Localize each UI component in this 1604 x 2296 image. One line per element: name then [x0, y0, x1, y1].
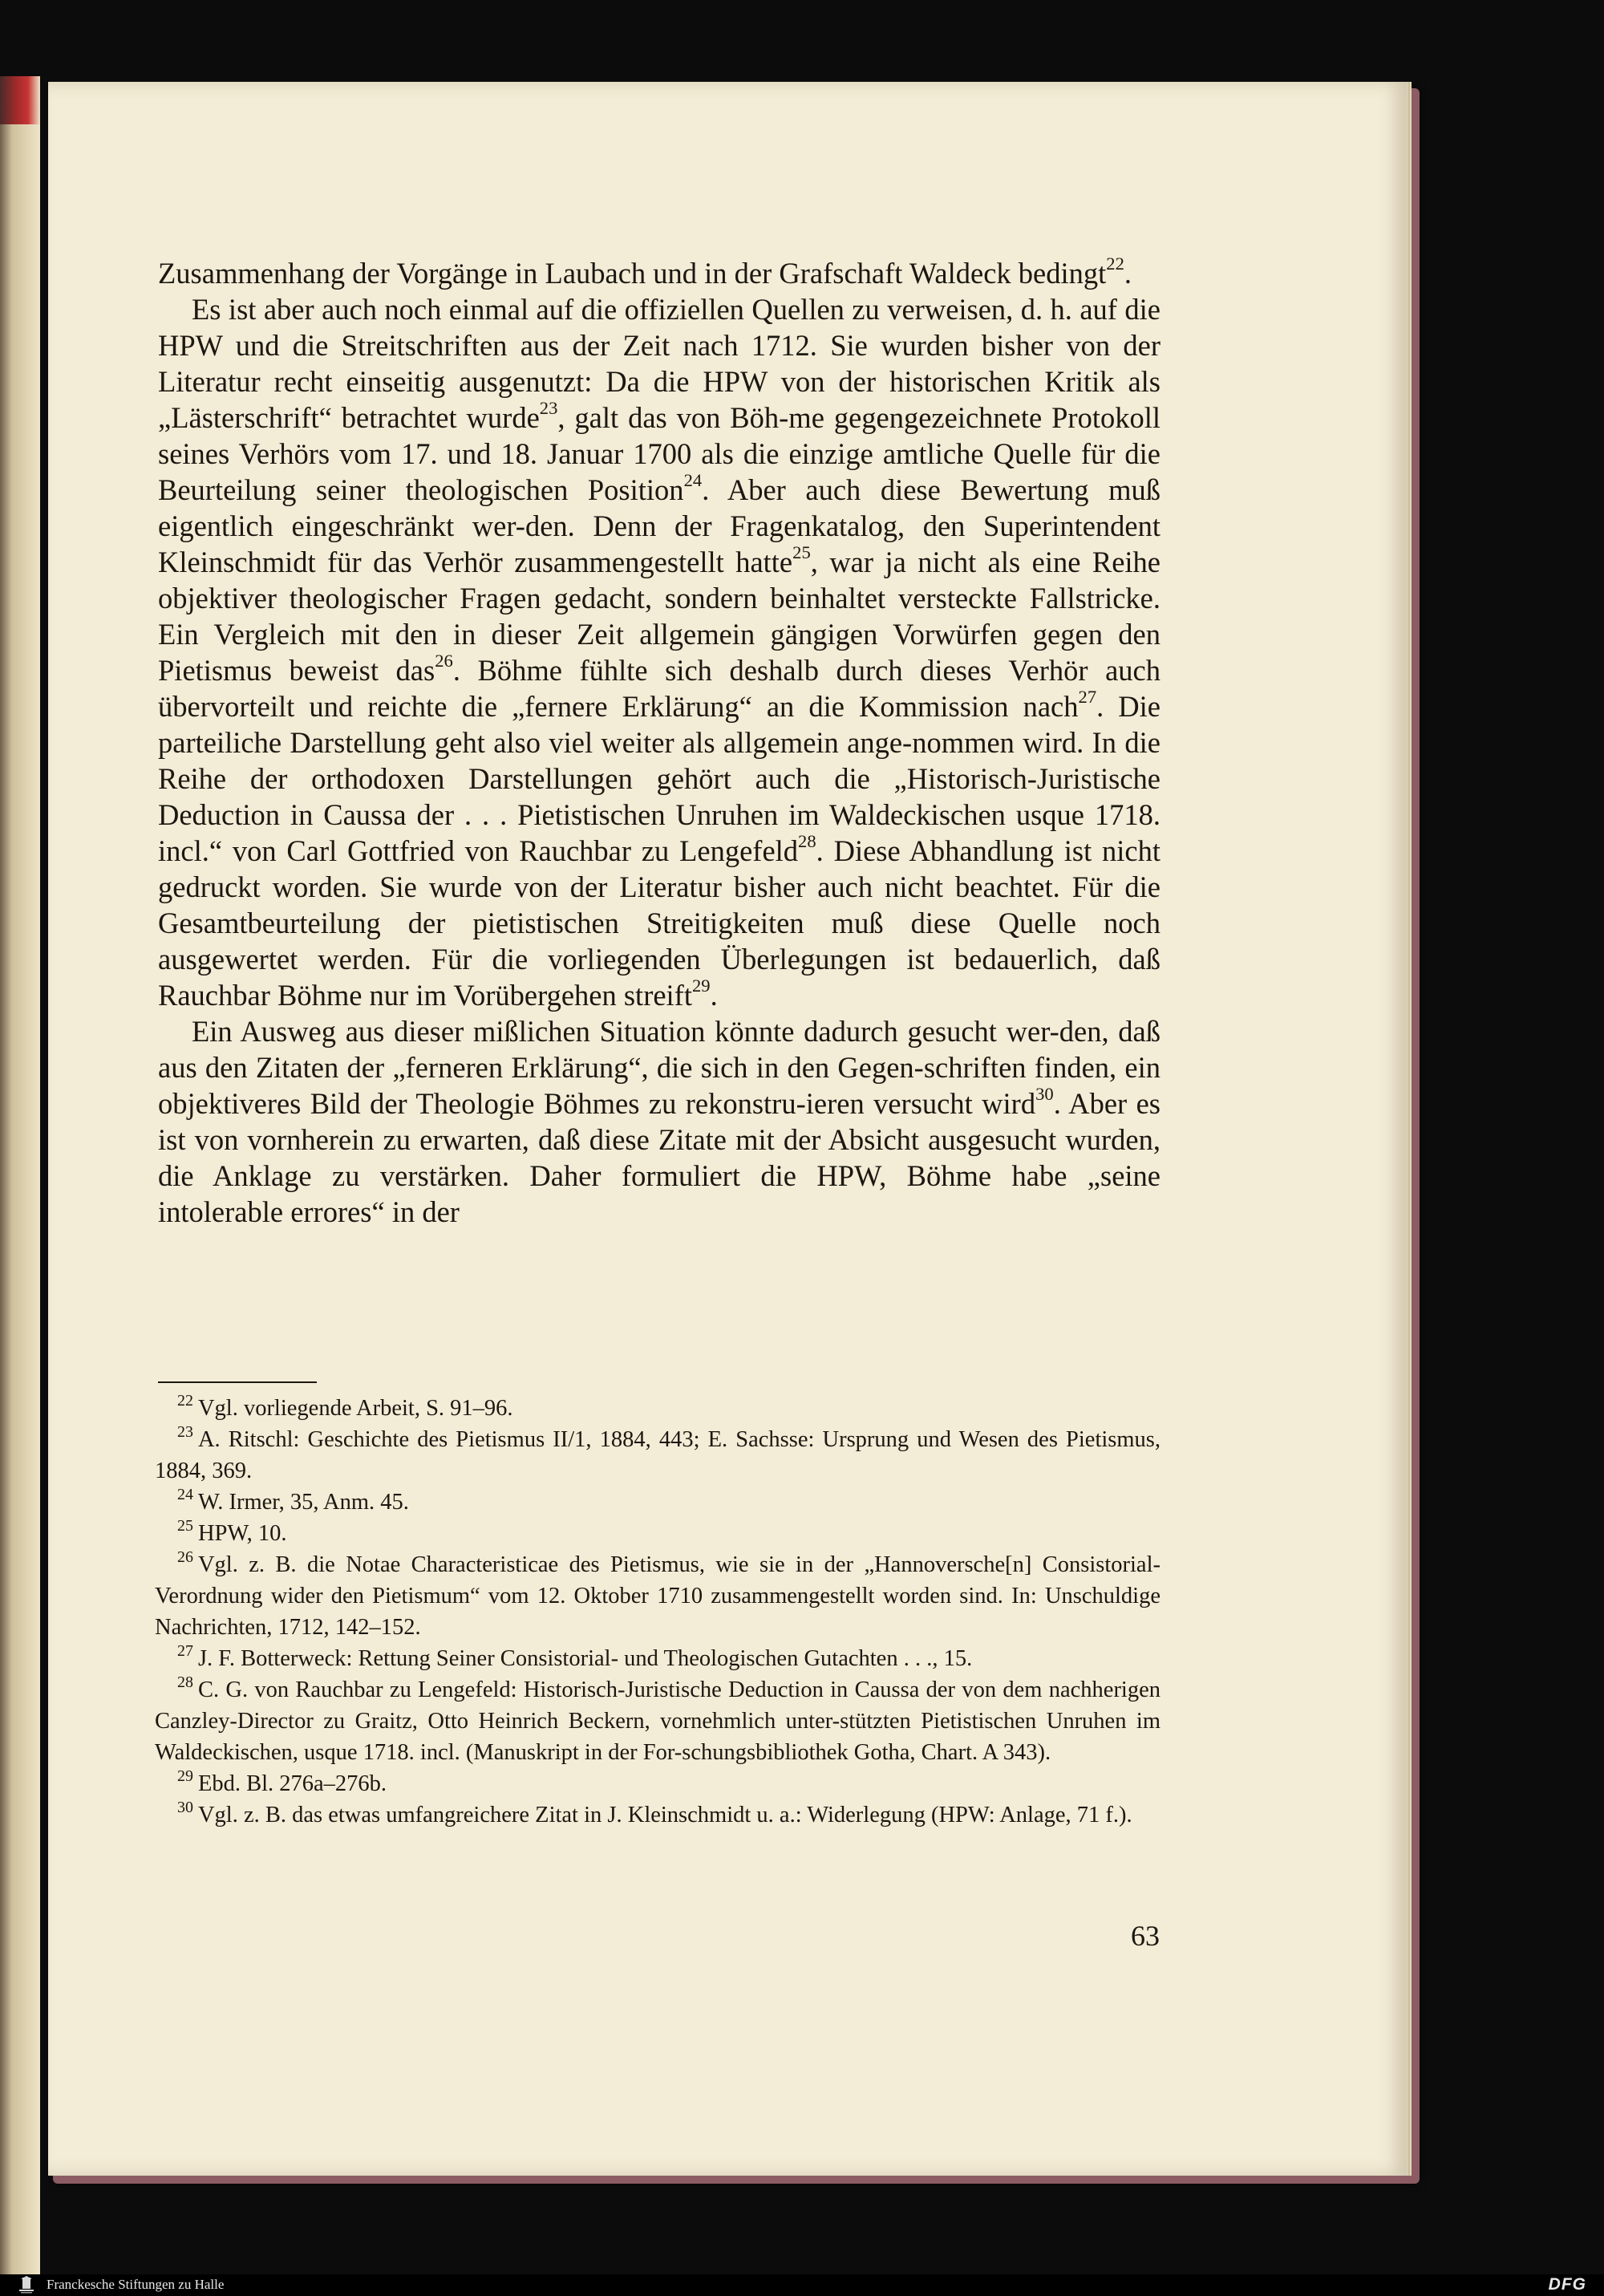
- footnote: [155, 1674, 1160, 1768]
- footnote: [155, 1768, 1160, 1799]
- footnote: [155, 1487, 1160, 1518]
- footnote-number: 24: [177, 1486, 193, 1504]
- footnote: [155, 1424, 1160, 1487]
- footnote-text: W. Irmer, 35, Anm. 45.: [197, 1490, 409, 1515]
- footnote-number: 23: [177, 1423, 193, 1442]
- footnote-number: 22: [177, 1392, 193, 1410]
- footnote-text: HPW, 10.: [197, 1521, 287, 1546]
- footnote-text: J. F. Botterweck: Rettung Seiner Consistorial- und Theologischen Gutachten . . ., 15.: [197, 1646, 973, 1671]
- page-number: 63: [1131, 1920, 1160, 1952]
- footnote-number: 25: [177, 1517, 193, 1535]
- footnote: [155, 1799, 1160, 1831]
- dfg-logo: DFG: [1548, 2275, 1586, 2294]
- footnote: [155, 1518, 1160, 1549]
- footnote-number: 26: [177, 1548, 193, 1567]
- footnote: [155, 1549, 1160, 1643]
- previous-page-edge: [0, 76, 40, 2274]
- footnote-text: Ebd. Bl. 276a–276b.: [197, 1771, 387, 1796]
- body-paragraph: Zusammenhang der Vorgänge in Laubach und in der Grafschaft Waldeck bedingt$^{22}$.: [158, 254, 1132, 290]
- footnote-text: Vgl. vorliegende Arbeit, S. 91–96.: [197, 1396, 513, 1421]
- viewer-footer-bar: [0, 2274, 1604, 2296]
- footnote-number: 30: [177, 1799, 193, 1817]
- footnote-number: 28: [177, 1673, 193, 1692]
- footnote-number: 29: [177, 1767, 193, 1786]
- franckesche-stiftungen-logo-icon: [16, 2276, 37, 2295]
- footnote: [155, 1393, 1160, 1424]
- footnote-text: A. Ritschl: Geschichte des Pietismus II/1, 1884, 443; E. Sachsse: Ursprung und Wesen des Pietismus, 1884, 369.: [155, 1427, 1160, 1483]
- body-paragraph: Ein Ausweg aus dieser mißlichen Situation könnte dadurch gesucht wer-den, daß aus den Zitaten der „ferneren Erklärung“, die sich in den Gegen-schriften finden, ein objektiveres Bild der Theologie Böhmes zu rekonstru-ieren versucht wird$^{30}$. Aber es ist von vornherein zu erwarten, daß diese Zitate mit der Absicht ausgesucht wurden, die Anklage zu verstärken. Daher formuliert die HPW, Böhme habe „seine intolerable errores“ in der: [158, 1015, 1160, 1228]
- footnotes: [155, 1393, 1160, 1831]
- footer-institution: Franckesche Stiftungen zu Halle: [47, 2277, 225, 2292]
- body-text: [158, 255, 1160, 1230]
- footnote-text: Vgl. z. B. die Notae Characteristicae des Pietismus, wie sie in der „Hannoversche[n] Consistorial-Verordnung wider den Pietismum“ vom 12. Oktober 1710 zusammengestellt worden sind. In: Unschuldige Nachrichten, 1712, 142–152.: [155, 1552, 1160, 1640]
- footnote-text: Vgl. z. B. das etwas umfangreichere Zitat in J. Kleinschmidt u. a.: Widerlegung (HPW: Anlage, 71 f.).: [197, 1803, 1132, 1827]
- footnote-text: C. G. von Rauchbar zu Lengefeld: Historisch-Juristische Deduction in Caussa der von dem nachherigen Canzley-Director zu Graitz, Otto Heinrich Beckern, vornehmlich unter-stützten Pietistischen Unruhen im Waldeckischen, usque 1718. incl. (Manuskript in der For-schungsbibliothek Gotha, Chart. A 343).: [155, 1677, 1160, 1765]
- footnote: [155, 1643, 1160, 1674]
- footnote-separator: [158, 1381, 317, 1383]
- body-paragraph: Es ist aber auch noch einmal auf die offiziellen Quellen zu verweisen, d. h. auf die HPW und die Streitschriften aus der Zeit nach 1712. Sie wurden bisher von der Literatur recht einseitig ausgenutzt: Da die HPW von der historischen Kritik als „Lästerschrift“ betrachtet wurde$^{23}$, galt das von Böh-me gegengezeichnete Protokoll seines Verhörs vom 17. und 18. Januar 1700 als die einzige amtliche Quelle für die Beurteilung seiner theologischen Position$^{24}$. Aber auch diese Bewertung muß eigentlich eingeschränkt wer-den. Denn der Fragenkatalog, den Superintendent Kleinschmidt für das Verhör zusammengestellt hatte$^{25}$, war ja nicht als eine Reihe objektiver theologischer Fragen gedacht, sondern beinhaltet versteckte Fallstricke. Ein Vergleich mit den in dieser Zeit allgemein gängigen Vorwürfen gegen den Pietismus beweist das$^{26}$. Böhme fühlte sich deshalb durch dieses Verhör auch übervorteilt und reichte die „fernere Erklärung“ an die Kommission nach$^{27}$. Die parteiliche Darstellung geht also viel weiter als allgemein ange-nommen wird. In die Reihe der orthodoxen Darstellungen gehört auch die „Historisch-Juristische Deduction in Caussa der . . . Pietistischen Unruhen im Waldeckischen usque 1718. incl.“ von Carl Gottfried von Rauchbar zu Lengefeld$^{28}$. Diese Abhandlung ist nicht gedruckt worden. Sie wurde von der Literatur bisher auch nicht beachtet. Für die Gesamtbeurteilung der pietistischen Streitigkeiten muß diese Quelle noch ausgewertet werden. Für die vorliegenden Überlegungen ist bedauerlich, daß Rauchbar Böhme nur im Vorübergehen streift$^{29}$.: [158, 293, 1161, 1012]
- footnote-number: 27: [177, 1642, 193, 1661]
